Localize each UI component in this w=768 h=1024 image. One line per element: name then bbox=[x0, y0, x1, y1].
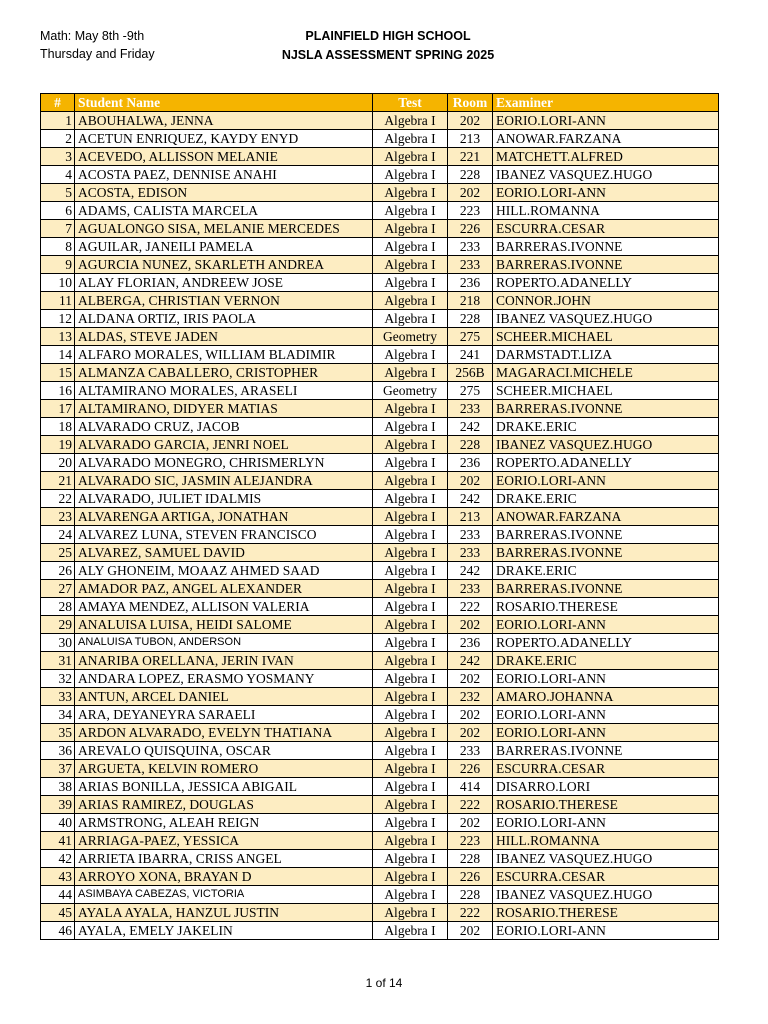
room-cell: 236 bbox=[448, 454, 493, 472]
examiner-cell: EORIO.LORI-ANN bbox=[493, 706, 719, 724]
date-range: Math: May 8th -9th bbox=[40, 29, 145, 43]
weekdays: Thursday and Friday bbox=[40, 47, 155, 61]
row-number: 37 bbox=[41, 760, 75, 778]
student-assignment-table bbox=[40, 93, 719, 940]
student-name-cell: ARDON ALVARADO, EVELYN THATIANA bbox=[75, 724, 373, 742]
test-cell: Algebra I bbox=[373, 490, 448, 508]
test-cell: Algebra I bbox=[373, 688, 448, 706]
room-cell: 202 bbox=[448, 724, 493, 742]
room-cell: 221 bbox=[448, 148, 493, 166]
row-number: 17 bbox=[41, 400, 75, 418]
examiner-cell: BARRERAS.IVONNE bbox=[493, 544, 719, 562]
row-number: 31 bbox=[41, 652, 75, 670]
row-number: 11 bbox=[41, 292, 75, 310]
test-cell: Algebra I bbox=[373, 346, 448, 364]
test-cell: Algebra I bbox=[373, 670, 448, 688]
student-name-cell: ALTAMIRANO, DIDYER MATIAS bbox=[75, 400, 373, 418]
examiner-cell: ROPERTO.ADANELLY bbox=[493, 274, 719, 292]
row-number: 41 bbox=[41, 832, 75, 850]
student-name-cell: ALVARENGA ARTIGA, JONATHAN bbox=[75, 508, 373, 526]
room-cell: 222 bbox=[448, 904, 493, 922]
table-row bbox=[41, 670, 719, 688]
examiner-cell: IBANEZ VASQUEZ.HUGO bbox=[493, 166, 719, 184]
student-name-cell: ADAMS, CALISTA MARCELA bbox=[75, 202, 373, 220]
student-name-cell: ALVARADO MONEGRO, CHRISMERLYN bbox=[75, 454, 373, 472]
student-name-cell: ALY GHONEIM, MOAAZ AHMED SAAD bbox=[75, 562, 373, 580]
examiner-cell: IBANEZ VASQUEZ.HUGO bbox=[493, 886, 719, 904]
room-cell: 236 bbox=[448, 634, 493, 652]
student-name-cell: ALVAREZ LUNA, STEVEN FRANCISCO bbox=[75, 526, 373, 544]
student-name-cell: ABOUHALWA, JENNA bbox=[75, 112, 373, 130]
row-number: 24 bbox=[41, 526, 75, 544]
test-cell: Algebra I bbox=[373, 562, 448, 580]
student-name-cell: ANARIBA ORELLANA, JERIN IVAN bbox=[75, 652, 373, 670]
room-cell: 414 bbox=[448, 778, 493, 796]
examiner-cell: ROSARIO.THERESE bbox=[493, 904, 719, 922]
assessment-name: NJSLA ASSESSMENT SPRING 2025 bbox=[281, 48, 495, 62]
test-cell: Algebra I bbox=[373, 454, 448, 472]
examiner-cell: EORIO.LORI-ANN bbox=[493, 724, 719, 742]
row-number: 20 bbox=[41, 454, 75, 472]
test-cell: Algebra I bbox=[373, 184, 448, 202]
student-name-cell: ANDARA LOPEZ, ERASMO YOSMANY bbox=[75, 670, 373, 688]
row-number: 39 bbox=[41, 796, 75, 814]
examiner-cell: ESCURRA.CESAR bbox=[493, 868, 719, 886]
row-number: 32 bbox=[41, 670, 75, 688]
room-cell: 213 bbox=[448, 508, 493, 526]
test-cell: Algebra I bbox=[373, 256, 448, 274]
table-row bbox=[41, 922, 719, 940]
examiner-cell: DRAKE.ERIC bbox=[493, 562, 719, 580]
room-cell: 226 bbox=[448, 760, 493, 778]
room-cell: 242 bbox=[448, 562, 493, 580]
student-name-cell: ALVARADO CRUZ, JACOB bbox=[75, 418, 373, 436]
student-name-cell: ALVARADO SIC, JASMIN ALEJANDRA bbox=[75, 472, 373, 490]
student-name-cell: ALBERGA, CHRISTIAN VERNON bbox=[75, 292, 373, 310]
student-name-cell: ALVARADO GARCIA, JENRI NOEL bbox=[75, 436, 373, 454]
header-dates bbox=[40, 27, 155, 63]
room-cell: 233 bbox=[448, 400, 493, 418]
room-cell: 242 bbox=[448, 652, 493, 670]
test-cell: Algebra I bbox=[373, 868, 448, 886]
table-row bbox=[41, 598, 719, 616]
examiner-cell: BARRERAS.IVONNE bbox=[493, 526, 719, 544]
examiner-cell: DRAKE.ERIC bbox=[493, 418, 719, 436]
student-name-cell: AMAYA MENDEZ, ALLISON VALERIA bbox=[75, 598, 373, 616]
row-number: 34 bbox=[41, 706, 75, 724]
table-row bbox=[41, 526, 719, 544]
student-name-cell: ARA, DEYANEYRA SARAELI bbox=[75, 706, 373, 724]
room-cell: 202 bbox=[448, 184, 493, 202]
room-cell: 222 bbox=[448, 796, 493, 814]
row-number: 16 bbox=[41, 382, 75, 400]
room-cell: 242 bbox=[448, 418, 493, 436]
test-cell: Algebra I bbox=[373, 148, 448, 166]
room-cell: 233 bbox=[448, 544, 493, 562]
room-cell: 228 bbox=[448, 310, 493, 328]
table-row bbox=[41, 706, 719, 724]
row-number: 10 bbox=[41, 274, 75, 292]
test-cell: Algebra I bbox=[373, 130, 448, 148]
row-number: 28 bbox=[41, 598, 75, 616]
room-cell: 275 bbox=[448, 328, 493, 346]
page-number: 1 of 14 bbox=[365, 976, 403, 990]
room-cell: 218 bbox=[448, 292, 493, 310]
column-header-test: Test bbox=[373, 94, 448, 112]
table-row bbox=[41, 868, 719, 886]
examiner-cell: DRAKE.ERIC bbox=[493, 490, 719, 508]
table-row bbox=[41, 346, 719, 364]
row-number: 9 bbox=[41, 256, 75, 274]
table-row bbox=[41, 508, 719, 526]
examiner-cell: ANOWAR.FARZANA bbox=[493, 130, 719, 148]
row-number: 5 bbox=[41, 184, 75, 202]
room-cell: 233 bbox=[448, 580, 493, 598]
room-cell: 228 bbox=[448, 886, 493, 904]
table-row bbox=[41, 850, 719, 868]
examiner-cell: BARRERAS.IVONNE bbox=[493, 256, 719, 274]
student-name-cell: ACEVEDO, ALLISSON MELANIE bbox=[75, 148, 373, 166]
test-cell: Algebra I bbox=[373, 112, 448, 130]
test-cell: Algebra I bbox=[373, 436, 448, 454]
student-name-cell: AYALA AYALA, HANZUL JUSTIN bbox=[75, 904, 373, 922]
test-cell: Algebra I bbox=[373, 634, 448, 652]
test-cell: Algebra I bbox=[373, 544, 448, 562]
test-cell: Algebra I bbox=[373, 886, 448, 904]
room-cell: 275 bbox=[448, 382, 493, 400]
room-cell: 232 bbox=[448, 688, 493, 706]
row-number: 27 bbox=[41, 580, 75, 598]
test-cell: Algebra I bbox=[373, 742, 448, 760]
table-row bbox=[41, 634, 719, 652]
examiner-cell: ESCURRA.CESAR bbox=[493, 760, 719, 778]
test-cell: Algebra I bbox=[373, 904, 448, 922]
examiner-cell: DARMSTADT.LIZA bbox=[493, 346, 719, 364]
student-name-cell: ARRIAGA-PAEZ, YESSICA bbox=[75, 832, 373, 850]
student-name-cell: ARRIETA IBARRA, CRISS ANGEL bbox=[75, 850, 373, 868]
examiner-cell: EORIO.LORI-ANN bbox=[493, 472, 719, 490]
test-cell: Algebra I bbox=[373, 832, 448, 850]
table-row bbox=[41, 256, 719, 274]
room-cell: 202 bbox=[448, 814, 493, 832]
room-cell: 202 bbox=[448, 112, 493, 130]
row-number: 33 bbox=[41, 688, 75, 706]
row-number: 4 bbox=[41, 166, 75, 184]
examiner-cell: EORIO.LORI-ANN bbox=[493, 814, 719, 832]
table-row bbox=[41, 742, 719, 760]
row-number: 30 bbox=[41, 634, 75, 652]
row-number: 13 bbox=[41, 328, 75, 346]
table-row bbox=[41, 220, 719, 238]
row-number: 6 bbox=[41, 202, 75, 220]
column-header-examiner: Examiner bbox=[493, 94, 719, 112]
room-cell: 223 bbox=[448, 202, 493, 220]
room-cell: 228 bbox=[448, 436, 493, 454]
student-name-cell: AMADOR PAZ, ANGEL ALEXANDER bbox=[75, 580, 373, 598]
row-number: 43 bbox=[41, 868, 75, 886]
table-row bbox=[41, 436, 719, 454]
student-name-cell: ASIMBAYA CABEZAS, VICTORIA bbox=[75, 886, 373, 904]
table-row bbox=[41, 724, 719, 742]
test-cell: Algebra I bbox=[373, 922, 448, 940]
examiner-cell: BARRERAS.IVONNE bbox=[493, 400, 719, 418]
test-cell: Algebra I bbox=[373, 778, 448, 796]
row-number: 18 bbox=[41, 418, 75, 436]
table-body bbox=[41, 112, 719, 940]
table-row bbox=[41, 238, 719, 256]
examiner-cell: EORIO.LORI-ANN bbox=[493, 184, 719, 202]
room-cell: 233 bbox=[448, 742, 493, 760]
student-name-cell: ARGUETA, KELVIN ROMERO bbox=[75, 760, 373, 778]
table-row bbox=[41, 544, 719, 562]
student-name-cell: ANALUISA TUBON, ANDERSON bbox=[75, 634, 373, 652]
student-name-cell: ACOSTA, EDISON bbox=[75, 184, 373, 202]
student-name-cell: AGUALONGO SISA, MELANIE MERCEDES bbox=[75, 220, 373, 238]
table-row bbox=[41, 616, 719, 634]
table-row bbox=[41, 418, 719, 436]
student-name-cell: ARIAS RAMIREZ, DOUGLAS bbox=[75, 796, 373, 814]
student-name-cell: ALMANZA CABALLERO, CRISTOPHER bbox=[75, 364, 373, 382]
test-cell: Algebra I bbox=[373, 310, 448, 328]
examiner-cell: BARRERAS.IVONNE bbox=[493, 238, 719, 256]
examiner-cell: AMARO.JOHANNA bbox=[493, 688, 719, 706]
examiner-cell: EORIO.LORI-ANN bbox=[493, 616, 719, 634]
test-cell: Geometry bbox=[373, 328, 448, 346]
table-row bbox=[41, 112, 719, 130]
test-cell: Algebra I bbox=[373, 706, 448, 724]
test-cell: Algebra I bbox=[373, 364, 448, 382]
row-number: 1 bbox=[41, 112, 75, 130]
table-row bbox=[41, 328, 719, 346]
test-cell: Algebra I bbox=[373, 472, 448, 490]
examiner-cell: CONNOR.JOHN bbox=[493, 292, 719, 310]
room-cell: 256B bbox=[448, 364, 493, 382]
test-cell: Algebra I bbox=[373, 616, 448, 634]
test-cell: Algebra I bbox=[373, 400, 448, 418]
row-number: 7 bbox=[41, 220, 75, 238]
room-cell: 202 bbox=[448, 706, 493, 724]
examiner-cell: ESCURRA.CESAR bbox=[493, 220, 719, 238]
student-name-cell: ANALUISA LUISA, HEIDI SALOME bbox=[75, 616, 373, 634]
table-row bbox=[41, 796, 719, 814]
student-name-cell: ACETUN ENRIQUEZ, KAYDY ENYD bbox=[75, 130, 373, 148]
test-cell: Algebra I bbox=[373, 724, 448, 742]
student-name-cell: ACOSTA PAEZ, DENNISE ANAHI bbox=[75, 166, 373, 184]
examiner-cell: IBANEZ VASQUEZ.HUGO bbox=[493, 850, 719, 868]
row-number: 29 bbox=[41, 616, 75, 634]
examiner-cell: ROSARIO.THERESE bbox=[493, 796, 719, 814]
table-row bbox=[41, 454, 719, 472]
examiner-cell: BARRERAS.IVONNE bbox=[493, 742, 719, 760]
room-cell: 202 bbox=[448, 616, 493, 634]
table-row bbox=[41, 130, 719, 148]
row-number: 3 bbox=[41, 148, 75, 166]
student-name-cell: ALVARADO, JULIET IDALMIS bbox=[75, 490, 373, 508]
examiner-cell: BARRERAS.IVONNE bbox=[493, 580, 719, 598]
test-cell: Algebra I bbox=[373, 652, 448, 670]
student-name-cell: ALVAREZ, SAMUEL DAVID bbox=[75, 544, 373, 562]
table-row bbox=[41, 490, 719, 508]
room-cell: 236 bbox=[448, 274, 493, 292]
student-name-cell: AGUILAR, JANEILI PAMELA bbox=[75, 238, 373, 256]
examiner-cell: EORIO.LORI-ANN bbox=[493, 922, 719, 940]
row-number: 40 bbox=[41, 814, 75, 832]
row-number: 22 bbox=[41, 490, 75, 508]
table-row bbox=[41, 760, 719, 778]
examiner-cell: MATCHETT.ALFRED bbox=[493, 148, 719, 166]
examiner-cell: DRAKE.ERIC bbox=[493, 652, 719, 670]
room-cell: 233 bbox=[448, 256, 493, 274]
table-row bbox=[41, 778, 719, 796]
student-name-cell: ARROYO XONA, BRAYAN D bbox=[75, 868, 373, 886]
room-cell: 222 bbox=[448, 598, 493, 616]
room-cell: 233 bbox=[448, 238, 493, 256]
student-name-cell: ARMSTRONG, ALEAH REIGN bbox=[75, 814, 373, 832]
school-name: PLAINFIELD HIGH SCHOOL bbox=[305, 29, 471, 43]
test-cell: Algebra I bbox=[373, 796, 448, 814]
test-cell: Geometry bbox=[373, 382, 448, 400]
student-name-cell: ALDAS, STEVE JADEN bbox=[75, 328, 373, 346]
test-cell: Algebra I bbox=[373, 580, 448, 598]
room-cell: 226 bbox=[448, 220, 493, 238]
row-number: 44 bbox=[41, 886, 75, 904]
examiner-cell: IBANEZ VASQUEZ.HUGO bbox=[493, 310, 719, 328]
test-cell: Algebra I bbox=[373, 274, 448, 292]
examiner-cell: IBANEZ VASQUEZ.HUGO bbox=[493, 436, 719, 454]
row-number: 15 bbox=[41, 364, 75, 382]
table-header-row bbox=[41, 94, 719, 112]
row-number: 26 bbox=[41, 562, 75, 580]
examiner-cell: HILL.ROMANNA bbox=[493, 832, 719, 850]
student-name-cell: ALAY FLORIAN, ANDREEW JOSE bbox=[75, 274, 373, 292]
table-row bbox=[41, 274, 719, 292]
student-name-cell: ALTAMIRANO MORALES, ARASELI bbox=[75, 382, 373, 400]
table-row bbox=[41, 886, 719, 904]
examiner-cell: SCHEER.MICHAEL bbox=[493, 382, 719, 400]
row-number: 23 bbox=[41, 508, 75, 526]
table-row bbox=[41, 904, 719, 922]
test-cell: Algebra I bbox=[373, 166, 448, 184]
table-row bbox=[41, 652, 719, 670]
row-number: 21 bbox=[41, 472, 75, 490]
student-name-cell: ALFARO MORALES, WILLIAM BLADIMIR bbox=[75, 346, 373, 364]
student-name-cell: AGURCIA NUNEZ, SKARLETH ANDREA bbox=[75, 256, 373, 274]
table-row bbox=[41, 814, 719, 832]
test-cell: Algebra I bbox=[373, 292, 448, 310]
row-number: 25 bbox=[41, 544, 75, 562]
test-cell: Algebra I bbox=[373, 220, 448, 238]
student-name-cell: AREVALO QUISQUINA, OSCAR bbox=[75, 742, 373, 760]
examiner-cell: DISARRO.LORI bbox=[493, 778, 719, 796]
examiner-cell: ROSARIO.THERESE bbox=[493, 598, 719, 616]
column-header-room: Room bbox=[448, 94, 493, 112]
table-row bbox=[41, 472, 719, 490]
row-number: 35 bbox=[41, 724, 75, 742]
student-name-cell: ARIAS BONILLA, JESSICA ABIGAIL bbox=[75, 778, 373, 796]
room-cell: 228 bbox=[448, 850, 493, 868]
row-number: 8 bbox=[41, 238, 75, 256]
room-cell: 213 bbox=[448, 130, 493, 148]
test-cell: Algebra I bbox=[373, 850, 448, 868]
row-number: 46 bbox=[41, 922, 75, 940]
test-cell: Algebra I bbox=[373, 508, 448, 526]
table-row bbox=[41, 148, 719, 166]
table-row bbox=[41, 202, 719, 220]
column-header-student-name: Student Name bbox=[75, 94, 373, 112]
student-name-cell: AYALA, EMELY JAKELIN bbox=[75, 922, 373, 940]
examiner-cell: ANOWAR.FARZANA bbox=[493, 508, 719, 526]
room-cell: 202 bbox=[448, 670, 493, 688]
room-cell: 242 bbox=[448, 490, 493, 508]
room-cell: 223 bbox=[448, 832, 493, 850]
test-cell: Algebra I bbox=[373, 760, 448, 778]
student-name-cell: ANTUN, ARCEL DANIEL bbox=[75, 688, 373, 706]
table-row bbox=[41, 364, 719, 382]
row-number: 45 bbox=[41, 904, 75, 922]
table-row bbox=[41, 688, 719, 706]
table-row bbox=[41, 310, 719, 328]
test-cell: Algebra I bbox=[373, 526, 448, 544]
table-row bbox=[41, 832, 719, 850]
student-name-cell: ALDANA ORTIZ, IRIS PAOLA bbox=[75, 310, 373, 328]
test-cell: Algebra I bbox=[373, 202, 448, 220]
room-cell: 228 bbox=[448, 166, 493, 184]
column-header-number: # bbox=[41, 94, 75, 112]
table-row bbox=[41, 166, 719, 184]
room-cell: 233 bbox=[448, 526, 493, 544]
table-row bbox=[41, 580, 719, 598]
row-number: 2 bbox=[41, 130, 75, 148]
examiner-cell: EORIO.LORI-ANN bbox=[493, 670, 719, 688]
test-cell: Algebra I bbox=[373, 238, 448, 256]
row-number: 19 bbox=[41, 436, 75, 454]
examiner-cell: MAGARACI.MICHELE bbox=[493, 364, 719, 382]
table-row bbox=[41, 184, 719, 202]
examiner-cell: HILL.ROMANNA bbox=[493, 202, 719, 220]
room-cell: 202 bbox=[448, 922, 493, 940]
document-title bbox=[200, 27, 576, 65]
row-number: 38 bbox=[41, 778, 75, 796]
table-row bbox=[41, 382, 719, 400]
table-row bbox=[41, 562, 719, 580]
examiner-cell: ROPERTO.ADANELLY bbox=[493, 454, 719, 472]
row-number: 42 bbox=[41, 850, 75, 868]
test-cell: Algebra I bbox=[373, 418, 448, 436]
row-number: 12 bbox=[41, 310, 75, 328]
row-number: 14 bbox=[41, 346, 75, 364]
test-cell: Algebra I bbox=[373, 598, 448, 616]
examiner-cell: EORIO.LORI-ANN bbox=[493, 112, 719, 130]
room-cell: 202 bbox=[448, 472, 493, 490]
test-cell: Algebra I bbox=[373, 814, 448, 832]
row-number: 36 bbox=[41, 742, 75, 760]
examiner-cell: ROPERTO.ADANELLY bbox=[493, 634, 719, 652]
examiner-cell: SCHEER.MICHAEL bbox=[493, 328, 719, 346]
table-row bbox=[41, 292, 719, 310]
table-row bbox=[41, 400, 719, 418]
room-cell: 241 bbox=[448, 346, 493, 364]
room-cell: 226 bbox=[448, 868, 493, 886]
